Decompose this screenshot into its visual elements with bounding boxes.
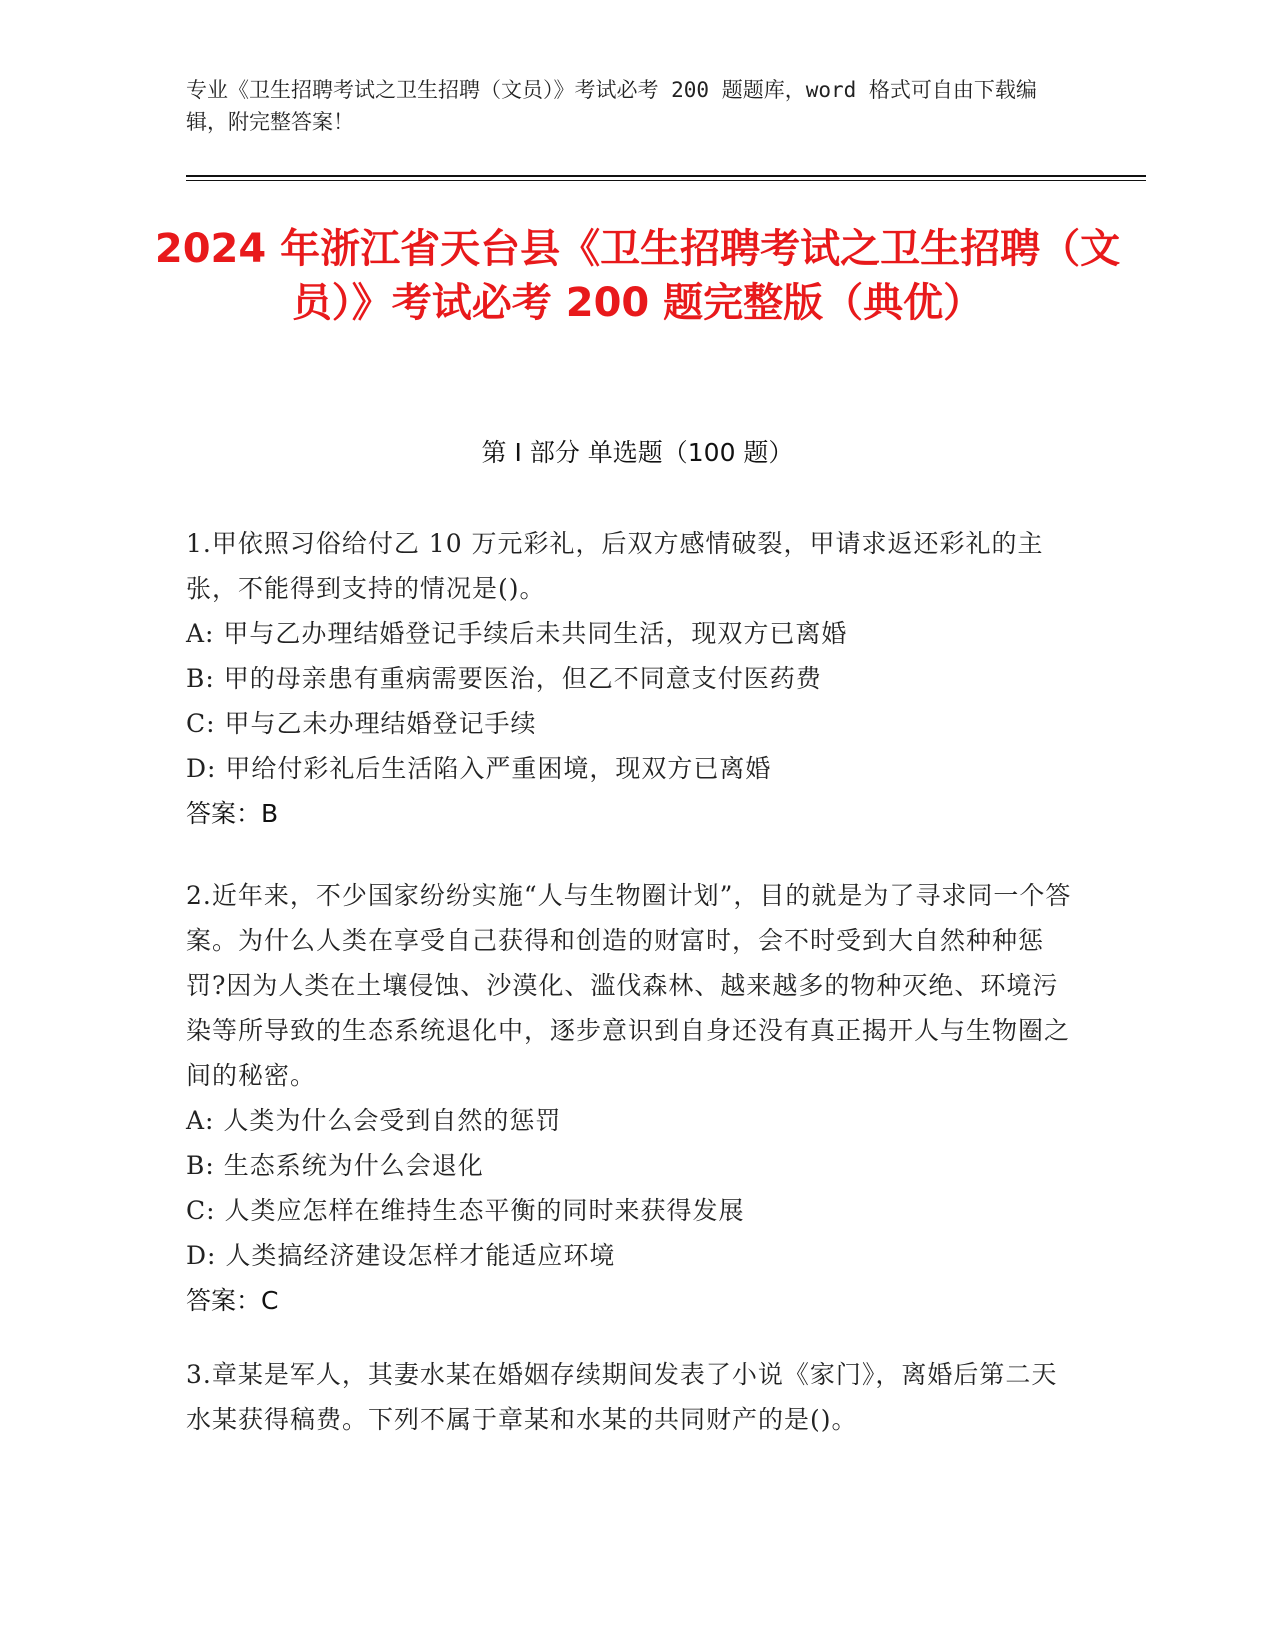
option-a: A: 甲与乙办理结婚登记手续后未共同生活，现双方已离婚 bbox=[186, 619, 848, 648]
option-a: A: 人类为什么会受到自然的惩罚 bbox=[186, 1106, 562, 1135]
option-d: D: 甲给付彩礼后生活陷入严重困境，现双方已离婚 bbox=[186, 754, 772, 783]
header-divider-thin bbox=[186, 180, 1146, 181]
question-1 bbox=[186, 521, 1076, 836]
document-title: 2024 年浙江省天台县《卫生招聘考试之卫生招聘（文员）》考试必考 200 题完整版（典优） bbox=[154, 226, 1121, 326]
option-b: B: 甲的母亲患有重病需要医治，但乙不同意支付医药费 bbox=[186, 664, 822, 693]
answer: 答案：B bbox=[186, 799, 279, 828]
option-b: B: 生态系统为什么会退化 bbox=[186, 1151, 484, 1180]
question-3 bbox=[186, 1352, 1076, 1442]
question-stem: 2.近年来，不少国家纷纷实施“人与生物圈计划”，目的就是为了寻求同一个答案。为什么人类在享受自己获得和创造的财富时，会不时受到大自然种种惩罚?因为人类在土壤侵蚀、沙漠化、滥伐森林、越来越多的物种灭绝、环境污染等所导致的生态系统退化中，逐步意识到自身还没有真正揭开人与生物圈之间的秘密。 bbox=[186, 881, 1072, 1090]
question-stem: 3.章某是军人，其妻水某在婚姻存续期间发表了小说《家门》，离婚后第二天水某获得稿费。下列不属于章某和水某的共同财产的是()。 bbox=[186, 1360, 1058, 1434]
header-note: 专业《卫生招聘考试之卫生招聘（文员）》考试必考 200 题题库，word 格式可自由下载编辑，附完整答案！ bbox=[186, 78, 1037, 134]
option-d: D: 人类搞经济建设怎样才能适应环境 bbox=[186, 1241, 616, 1270]
section-title: 第 I 部分 单选题（100 题） bbox=[481, 438, 794, 467]
option-c: C: 甲与乙未办理结婚登记手续 bbox=[186, 709, 537, 738]
question-2 bbox=[186, 873, 1076, 1323]
question-stem: 1.甲依照习俗给付乙 10 万元彩礼，后双方感情破裂，甲请求返还彩礼的主张，不能得到支持的情况是()。 bbox=[186, 529, 1044, 603]
answer: 答案：C bbox=[186, 1286, 279, 1315]
header-divider-thick bbox=[186, 175, 1146, 177]
option-c: C: 人类应怎样在维持生态平衡的同时来获得发展 bbox=[186, 1196, 745, 1225]
